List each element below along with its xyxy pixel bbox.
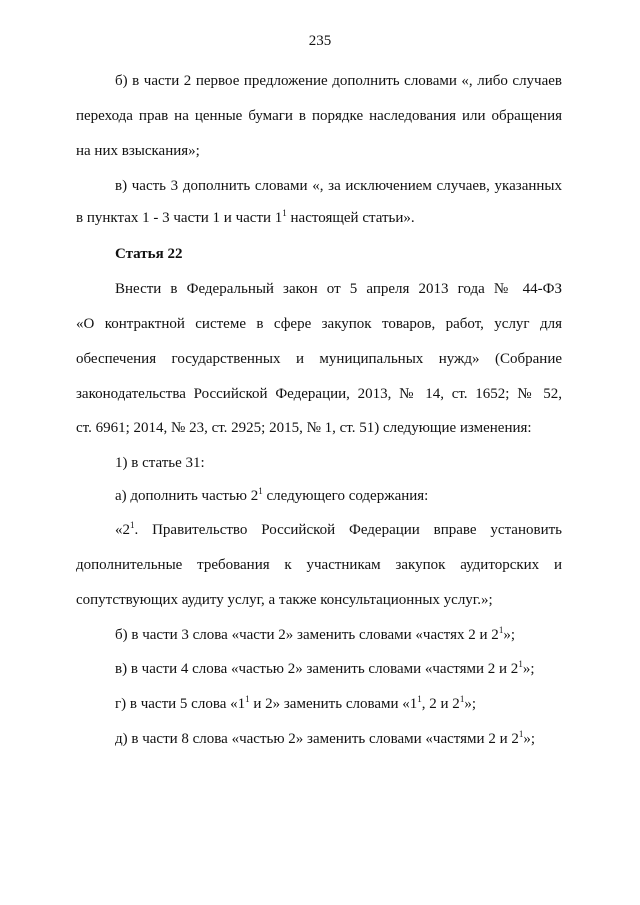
paragraph-line: «$2^1$. Правительство Российской Федерации вправе установить	[115, 520, 562, 538]
page-number: 235	[308, 33, 332, 49]
paragraph-line: б) в части 2 первое предложение дополнить словами «, либо случаев	[115, 73, 562, 89]
list-item: а) дополнить частью $2^1$ следующего содержания:	[115, 486, 429, 504]
paragraph-line: Внести в Федеральный закон от 5 апреля 2013 года № 44-ФЗ	[115, 281, 562, 297]
article-heading: Статья 22	[115, 246, 183, 262]
paragraph-line: законодательства Российской Федерации, 2013, № 14, ст. 1652; № 52,	[76, 386, 562, 402]
superscript: 1	[459, 694, 465, 704]
paragraph-line: перехода прав на ценные бумаги в порядке наследования или обращения	[76, 108, 562, 124]
superscript: 1	[417, 694, 422, 704]
paragraph-line: на них взыскания»;	[76, 143, 200, 159]
superscript: 1	[498, 625, 504, 635]
superscript: 1	[282, 208, 287, 218]
superscript: 1	[130, 520, 135, 530]
paragraph-line: ст. 6961; 2014, № 23, ст. 2925; 2015, № 1, ст. 51) следующие изменения:	[76, 420, 532, 436]
superscript: 1	[245, 694, 250, 704]
paragraph-line: обеспечения государственных и муниципальных нужд» (Собрание	[76, 351, 562, 367]
list-item: 1) в статье 31:	[115, 455, 205, 471]
list-item: б) в части 3 слова «части 2» заменить словами «частях 2 и $2^1$»;	[115, 625, 515, 643]
list-item: в) в части 4 слова «частью 2» заменить словами «частями 2 и $2^1$»;	[115, 659, 535, 677]
paragraph-line: дополнительные требования к участникам закупок аудиторских и	[76, 557, 562, 573]
list-item: д) в части 8 слова «частью 2» заменить словами «частями 2 и $2^1$»;	[115, 729, 536, 747]
list-item: г) в части 5 слова «$1^1$ и 2» заменить словами «$1^1$, 2 и $2^1$»;	[115, 694, 476, 712]
superscript: 1	[518, 729, 524, 739]
superscript: 1	[258, 486, 263, 496]
paragraph-line: в) часть 3 дополнить словами «, за исключением случаев, указанных	[115, 178, 562, 194]
paragraph-line: сопутствующих аудиту услуг, а также консультационных услуг.»;	[76, 592, 493, 608]
paragraph-line: «О контрактной системе в сфере закупок товаров, работ, услуг для	[76, 316, 562, 332]
paragraph-line: в пунктах 1 - 3 части 1 и части $1^1$ настоящей статьи».	[76, 208, 415, 226]
superscript: 1	[518, 659, 523, 669]
